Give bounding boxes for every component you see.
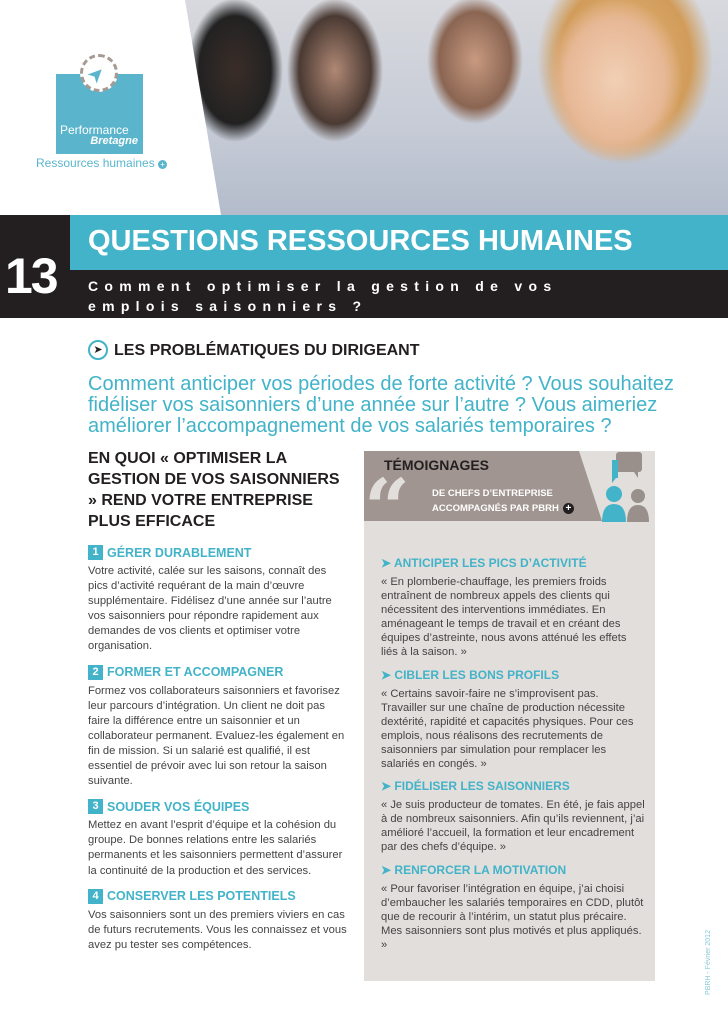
testimonials-subtitle-line: DE CHEFS D’ENTREPRISE (432, 488, 553, 499)
lead-paragraph: Comment anticiper vos périodes de forte activité ? Vous souhaitez fidéliser vos saisonniers d’une année sur l’autre ? Vous aimeriez améliorer l’accompagnement de vos salariés temporaires ? (88, 373, 674, 437)
section-2 (88, 665, 348, 790)
logo-subtitle-text: Ressources humaines (36, 156, 155, 170)
section-3 (88, 799, 348, 878)
testimonial (381, 779, 646, 854)
section-title: SOUDER VOS ÉQUIPES (107, 799, 250, 814)
logo-text: Performance (60, 123, 129, 137)
section-number: 3 (88, 799, 103, 814)
section-1 (88, 545, 348, 655)
arrow-icon: ➤ (381, 779, 392, 794)
section-text: Votre activité, calée sur les saisons, connaît des pics d’activité requérant de la main d’œuvre supplémentaire. Fidélisez d’une année sur l’autre vos saisonniers pour répondre rapidement aux demandes de vos clients et optimiser votre organisation. (88, 565, 332, 653)
testimonial-title: CIBLER LES BONS PROFILS (394, 667, 560, 682)
header-photo (185, 0, 728, 215)
footer-date: PBRH - Février 2012 (705, 930, 712, 995)
left-heading: EN QUOI « OPTIMISER LA GESTION DE VOS SAISONNIERS » REND VOTRE ENTREPRISE PLUS EFFICACE (88, 450, 340, 530)
compass-icon: ➤ (88, 340, 108, 360)
issue-number: 13 (5, 248, 57, 304)
page-title: QUESTIONS RESSOURCES HUMAINES (88, 225, 633, 257)
section-text: Formez vos collaborateurs saisonniers et favorisez leur parcours d’intégration. Un client ne doit pas faire la différence entre un saisonnier et un collaborateur permanent. Evaluez-les également en fin de mission. Si un salarié est qualifié, il est essentiel de prévoir avec lui son retour la saison suivante. (88, 684, 345, 788)
logo-text-bold: Bretagne (90, 135, 138, 147)
section-number: 4 (88, 889, 103, 904)
arrow-icon: ➤ (381, 556, 392, 570)
section-number: 2 (88, 665, 103, 680)
testimonials-title: TÉMOIGNAGES (384, 457, 490, 473)
section-number: 1 (88, 545, 103, 560)
logo-subtitle (36, 156, 167, 170)
section-title: CONSERVER LES POTENTIELS (107, 889, 296, 904)
quote-icon: “ (364, 461, 411, 555)
section-title: FORMER ET ACCOMPAGNER (107, 665, 284, 680)
section-text: Mettez en avant l’esprit d’équipe et la cohésion du groupe. De bonnes relations entre les salariés permanents et les saisonniers permettent d’assurer la continuité de la production et des services. (88, 819, 343, 877)
testimonial-text: « Je suis producteur de tomates. En été, je fais appel à de nombreux saisonniers. Afin qu’ils reviennent, j’ai amélioré l’accueil, la formation et leur encadrement par des chefs d’équipe. » (381, 799, 645, 854)
testimonial-text: « En plomberie-chauffage, les premiers froids entraînent de nombreux appels des clients qui nécessitent des interventions immédiates. En aménageant le temps de travail et en créant des équipes d’astreinte, nous avons atténué les effets liés à la saison. » (381, 576, 627, 659)
testimonial (381, 668, 646, 772)
plus-icon: + (563, 503, 574, 514)
arrow-icon: ➤ (381, 862, 392, 877)
plus-icon: + (158, 160, 167, 169)
section-text: Vos saisonniers sont un des premiers viviers en cas de futurs recrutements. Vous les connaissez et vous avez pu tester ses compétences. (88, 908, 347, 951)
testimonial (381, 556, 646, 660)
arrow-icon: ➤ (83, 61, 111, 89)
testimonial (381, 863, 646, 952)
testimonials-subtitle-line: ACCOMPAGNÉS PAR PBRH (432, 503, 559, 514)
section-title: GÉRER DURABLEMENT (107, 545, 252, 560)
arrow-icon: ➤ (381, 667, 392, 682)
testimonial-text: « Pour favoriser l’intégration en équipe, j’ai choisi d’embaucher les salariés temporaires en CDD, plutôt que de recourir à l’intérim, un statut plus précaire. Mes saisonniers sont plus motivés et plus appliqués. » (381, 882, 644, 951)
page-subtitle: Comment optimiser la gestion de vos emplois saisonniers ? (88, 278, 558, 314)
testimonials-subtitle (432, 486, 574, 516)
testimonial-text: « Certains savoir-faire ne s’improvisent pas. Travailler sur une chaîne de production nécessite dextérité, rapidité et capacités physiques. Pour ces emplois, nous réalisons des recrutements de saisonniers par simulation pour remplacer les salariés en congés. » (381, 687, 634, 771)
section-4 (88, 889, 348, 953)
testimonial-title: ANTICIPER LES PICS D’ACTIVITÉ (393, 556, 587, 570)
section-heading: LES PROBLÉMATIQUES DU DIRIGEANT (114, 342, 420, 359)
people-talking-icon (600, 450, 656, 522)
testimonials-list (381, 556, 646, 960)
testimonial-title: FIDÉLISER LES SAISONNIERS (394, 779, 570, 794)
testimonial-title: RENFORCER LA MOTIVATION (394, 862, 567, 877)
left-column (88, 448, 348, 963)
